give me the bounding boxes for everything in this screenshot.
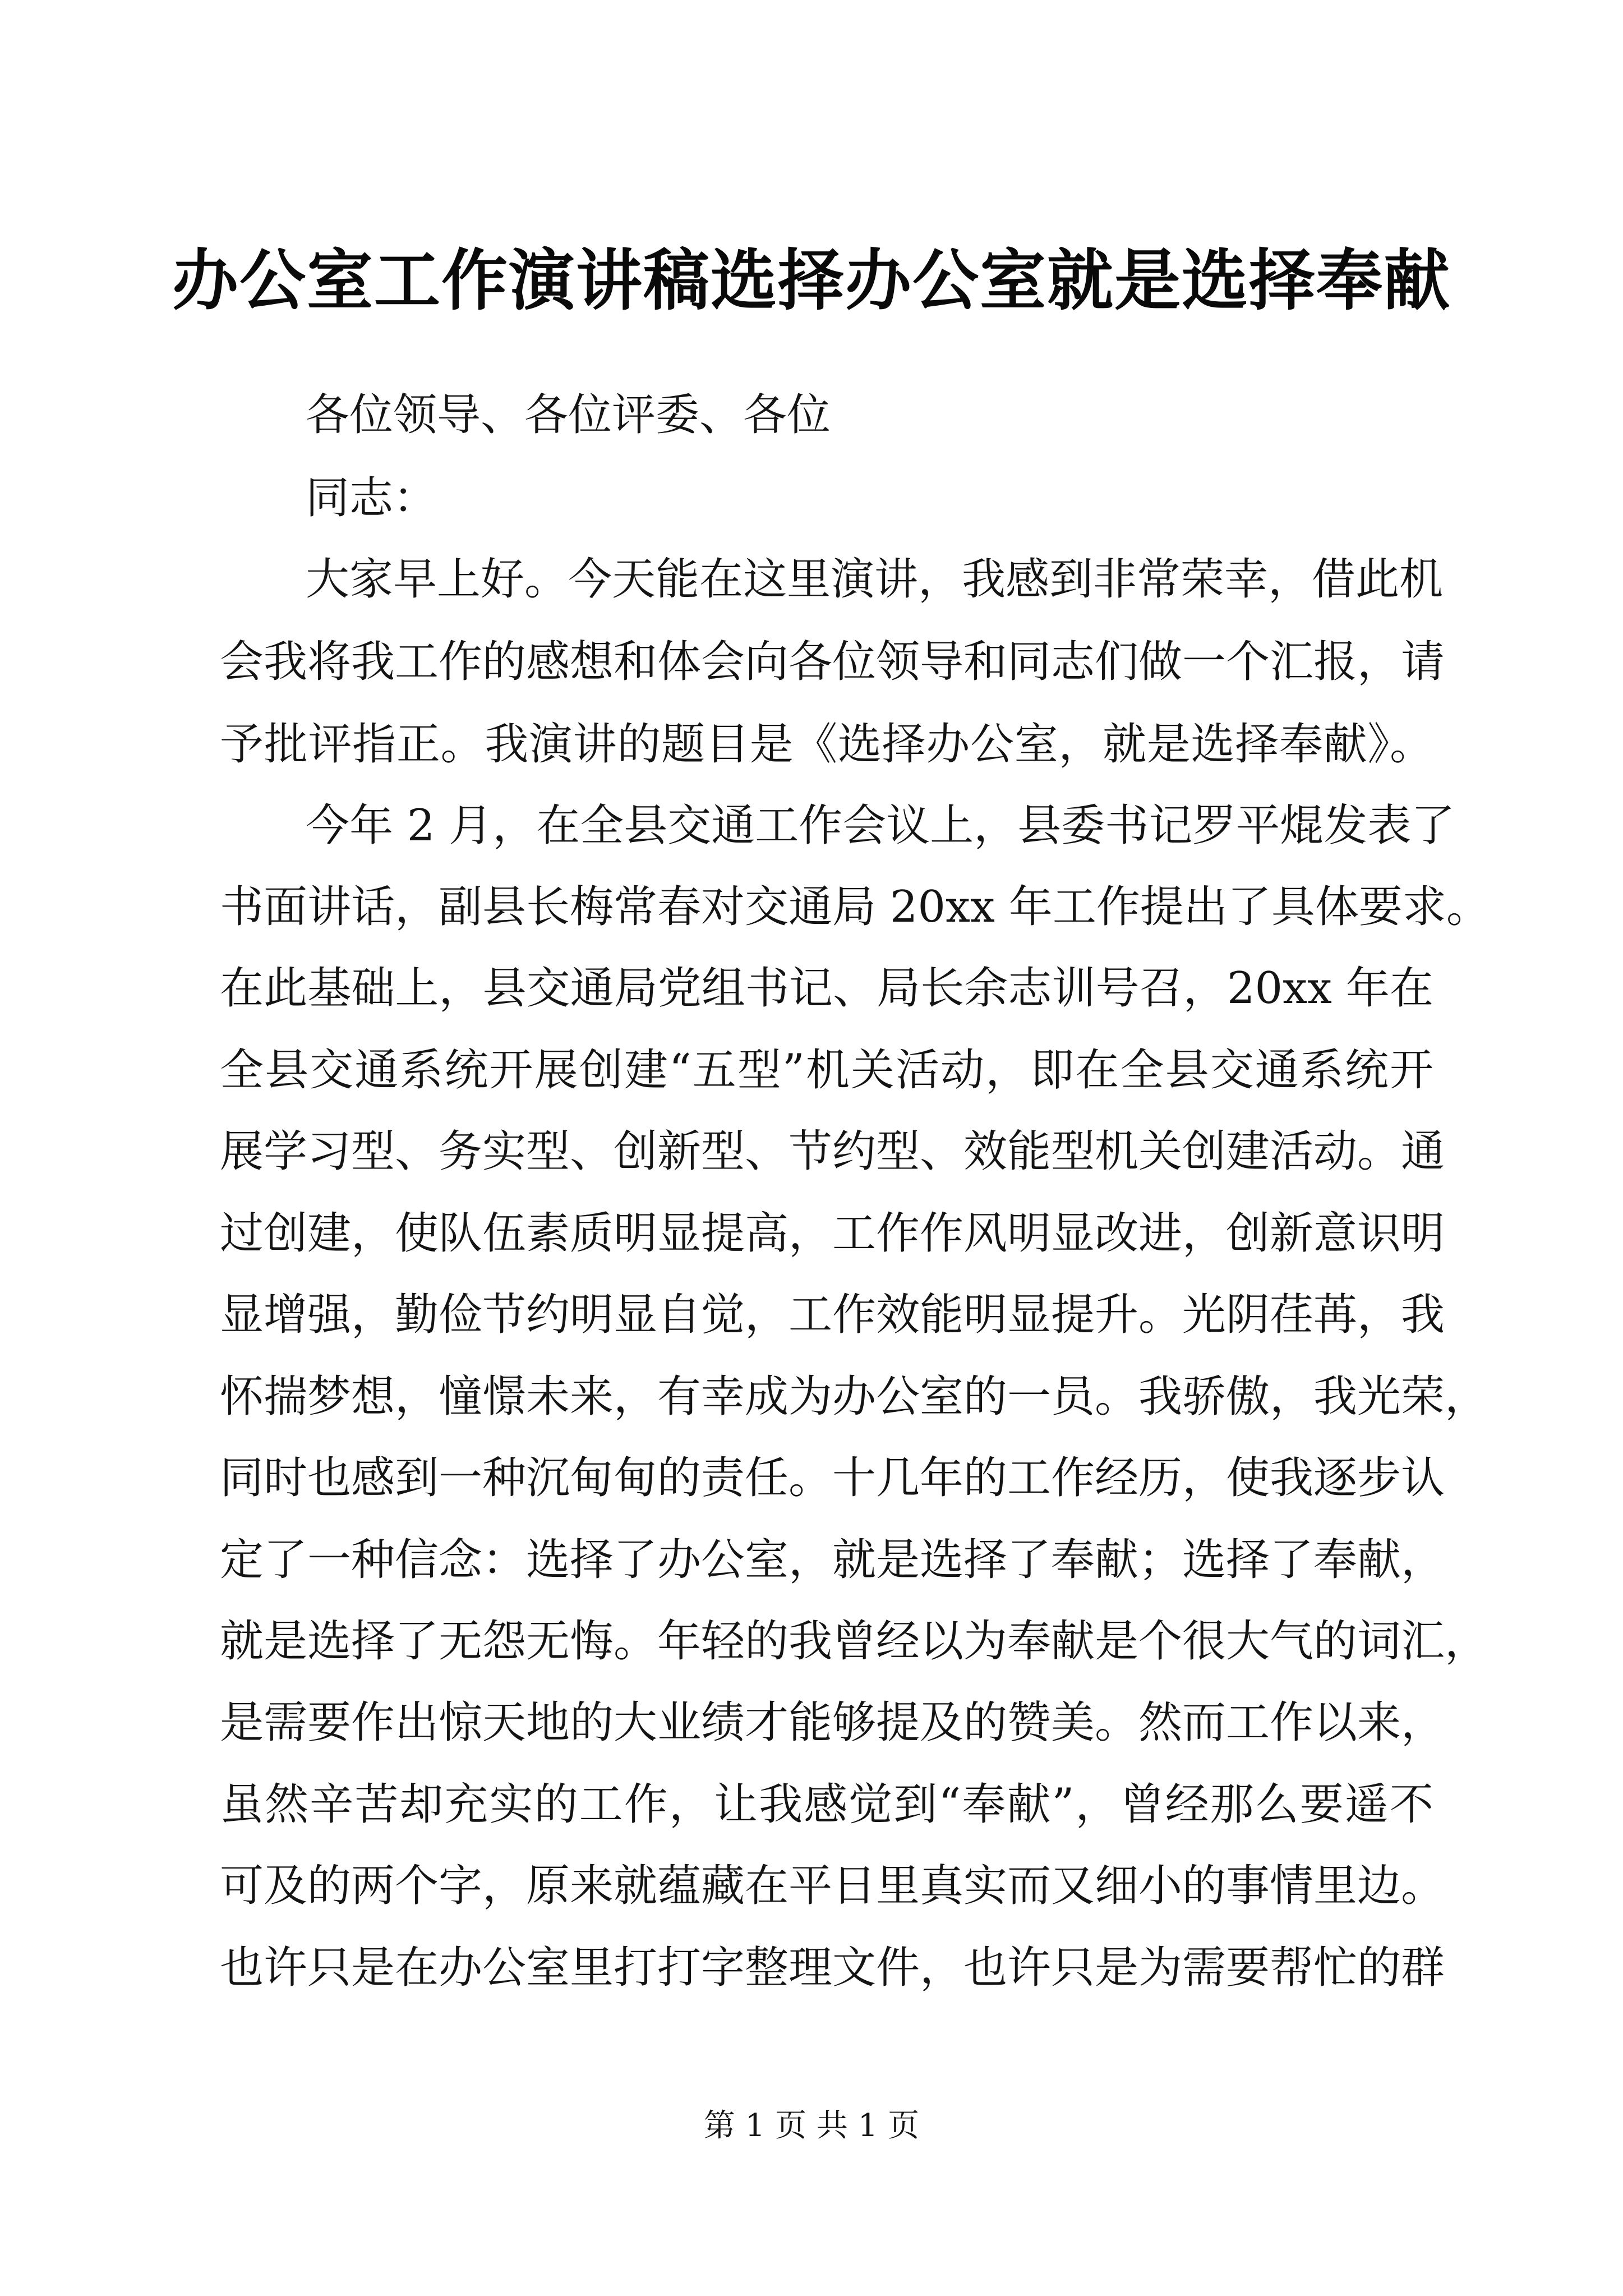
salutation-line: 同志： [306, 473, 437, 523]
paragraph-line: 书面讲话，副县长梅常春对交通局 20xx 年工作提出了具体要求。 [220, 882, 1490, 932]
paragraph-line: 今年 2 月，在全县交通工作会议上，县委书记罗平焜发表了 [306, 800, 1455, 851]
page-footer: 第 1 页 共 1 页 [703, 2108, 920, 2144]
paragraph-line: 大家早上好。今天能在这里演讲，我感到非常荣幸，借此机 [306, 554, 1444, 605]
paragraph-line: 全县交通系统开展创建“五型”机关活动，即在全县交通系统开 [220, 1045, 1433, 1096]
paragraph-line: 在此基础上，县交通局党组书记、局长余志训号召，20xx 年在 [220, 963, 1433, 1014]
document-title: 办公室工作演讲稿选择办公室就是选择奉献 [172, 241, 1451, 319]
paragraph-line: 就是选择了无怨无悔。年轻的我曾经以为奉献是个很大气的词汇， [220, 1616, 1489, 1667]
paragraph-line: 可及的两个字，原来就蕴藏在平日里真实而又细小的事情里边。 [220, 1861, 1445, 1911]
paragraph-line: 予批评指正。我演讲的题目是《选择办公室，就是选择奉献》。 [220, 719, 1433, 770]
paragraph-line: 显增强，勤俭节约明显自觉，工作效能明显提升。光阴荏苒，我 [220, 1290, 1445, 1340]
salutation-line: 各位领导、各位评委、各位 [306, 390, 831, 440]
paragraph-line: 过创建，使队伍素质明显提高，工作作风明显改进，创新意识明 [220, 1208, 1445, 1259]
paragraph-line: 会我将我工作的感想和体会向各位领导和同志们做一个汇报，请 [220, 637, 1445, 687]
paragraph-line: 怀揣梦想，憧憬未来，有幸成为办公室的一员。我骄傲，我光荣， [220, 1372, 1489, 1422]
paragraph-line: 是需要作出惊天地的大业绩才能够提及的赞美。然而工作以来， [220, 1697, 1445, 1748]
paragraph-line: 也许只是在办公室里打打字整理文件，也许只是为需要帮忙的群 [220, 1943, 1445, 1993]
paragraph-line: 定了一种信念：选择了办公室，就是选择了奉献；选择了奉献， [220, 1535, 1445, 1585]
paragraph-line: 同时也感到一种沉甸甸的责任。十几年的工作经历，使我逐步认 [220, 1453, 1445, 1503]
paragraph-line: 虽然辛苦却充实的工作，让我感觉到“奉献”，曾经那么要遥不 [220, 1779, 1433, 1830]
paragraph-line: 展学习型、务实型、创新型、节约型、效能型机关创建活动。通 [220, 1126, 1445, 1177]
